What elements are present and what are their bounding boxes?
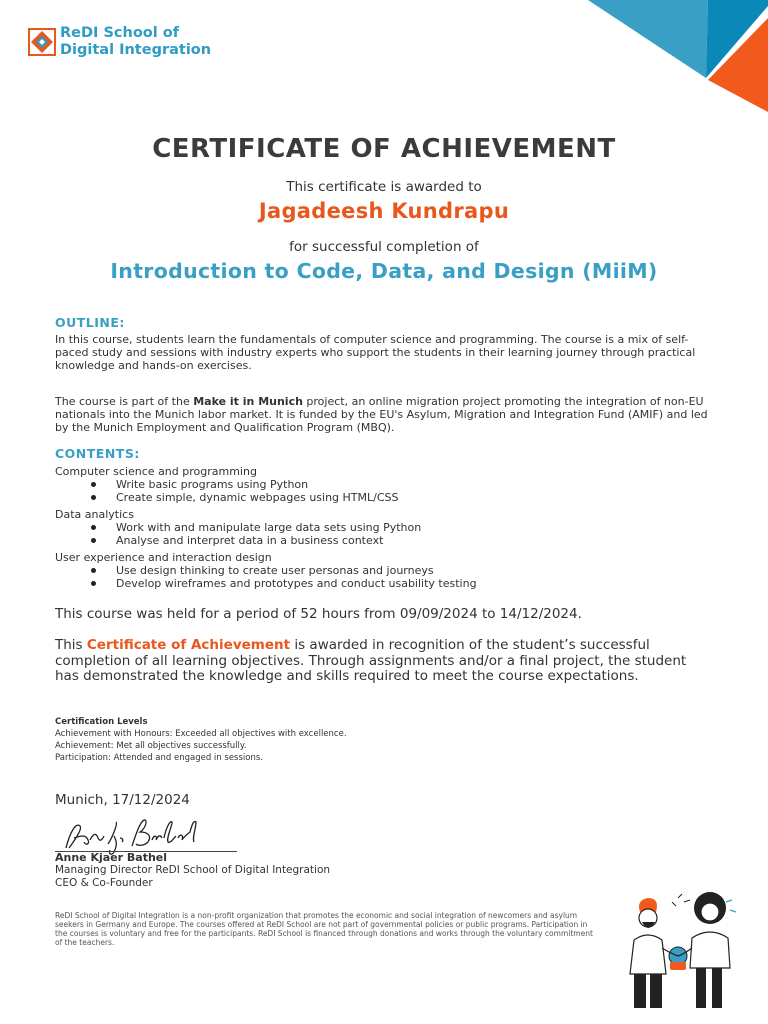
contents-item-text: Work with and manipulate large data sets using Python — [116, 521, 422, 534]
contents-item-text: Create simple, dynamic webpages using HTML/CSS — [116, 491, 399, 504]
contents-group-title: Data analytics — [55, 508, 134, 521]
bullet-icon — [91, 538, 96, 543]
certificate-title: CERTIFICATE OF ACHIEVEMENT — [152, 134, 616, 164]
signer-role: Managing Director ReDI School of Digital Integration — [55, 864, 331, 876]
signer-title: CEO & Co-Founder — [55, 877, 153, 889]
logo-wordmark — [60, 25, 211, 59]
logo-line-2: Digital Integration — [60, 42, 212, 58]
outline-para2-end: project, an online migration project promoting the integration of non-EU nationals into the Munich labor market. It is funded by the EU's Asylum, Migration and Integration Fund (AMIF) and led by the Munich Employment and Qualification Program (MBQ). — [55, 395, 708, 434]
award-highlight: Certificate of Achievement — [86, 637, 291, 653]
contents-heading: CONTENTS: — [55, 446, 140, 461]
level-item: Achievement: Met all objectives successfully. — [55, 741, 247, 751]
outline-paragraph-1: In this course, students learn the fundamentals of computer science and programming. The course is a mix of self-paced study and sessions with industry experts who support the students in their learning journey through practical knowledge and hands-on exercises. — [55, 333, 696, 372]
contents-item-text: Write basic programs using Python — [116, 478, 309, 491]
completion-text: for successful completion of — [289, 239, 479, 255]
outline-paragraph-2 — [55, 395, 715, 434]
award-start: This — [55, 637, 87, 653]
corner-decoration — [588, 0, 768, 112]
contents-item-text: Develop wireframes and prototypes and conduct usability testing — [116, 577, 477, 590]
redi-logo-icon — [28, 28, 56, 56]
signer-name: Anne Kjaer Bathel — [55, 851, 168, 864]
project-name: Make it in Munich — [193, 395, 303, 408]
footer-disclaimer: ReDI School of Digital Integration is a non-profit organization that promotes the economic and social integration of newcomers and asylum seekers in Germany and Europe. The courses offered at ReDI School are not part of governmental policies or public programs. Participation in the courses is voluntary and free for the participants. ReDI School is financed through donations and works through the voluntary commitment of the teachers. — [55, 911, 593, 947]
signature — [60, 814, 240, 856]
contents-group-title: Computer science and programming — [55, 465, 257, 478]
contents-item-text: Analyse and interpret data in a business context — [116, 534, 384, 547]
bullet-icon — [91, 482, 96, 487]
recipient-name: Jagadeesh Kundrapu — [258, 199, 510, 223]
place-date: Munich, 17/12/2024 — [55, 792, 190, 808]
course-period: This course was held for a period of 52 hours from 09/09/2024 to 14/12/2024. — [55, 606, 582, 622]
level-item: Achievement with Honours: Exceeded all objectives with excellence. — [55, 729, 347, 739]
redi-logo — [28, 24, 228, 64]
course-title: Introduction to Code, Data, and Design (MiiM) — [110, 259, 658, 283]
bullet-icon — [91, 495, 96, 500]
people-illustration — [618, 882, 748, 1012]
contents-item-text: Use design thinking to create user personas and journeys — [116, 564, 434, 577]
bullet-icon — [91, 568, 96, 573]
award-end: is awarded in recognition of the student’s successful completion of all learning objectives. Through assignments and/or a final project, the student has demonstrated the knowledge and skills required to meet the course expectations. — [55, 637, 687, 684]
logo-line-1: ReDI School of — [60, 25, 180, 41]
bullet-icon — [91, 581, 96, 586]
awarded-text: This certificate is awarded to — [286, 179, 482, 195]
outline-heading: OUTLINE: — [55, 315, 125, 330]
level-item: Participation: Attended and engaged in sessions. — [55, 753, 263, 763]
bullet-icon — [91, 525, 96, 530]
contents-group-title: User experience and interaction design — [55, 551, 272, 564]
outline-para2-start: The course is part of the — [55, 395, 194, 408]
award-statement — [55, 638, 705, 685]
levels-title: Certification Levels — [55, 717, 148, 727]
